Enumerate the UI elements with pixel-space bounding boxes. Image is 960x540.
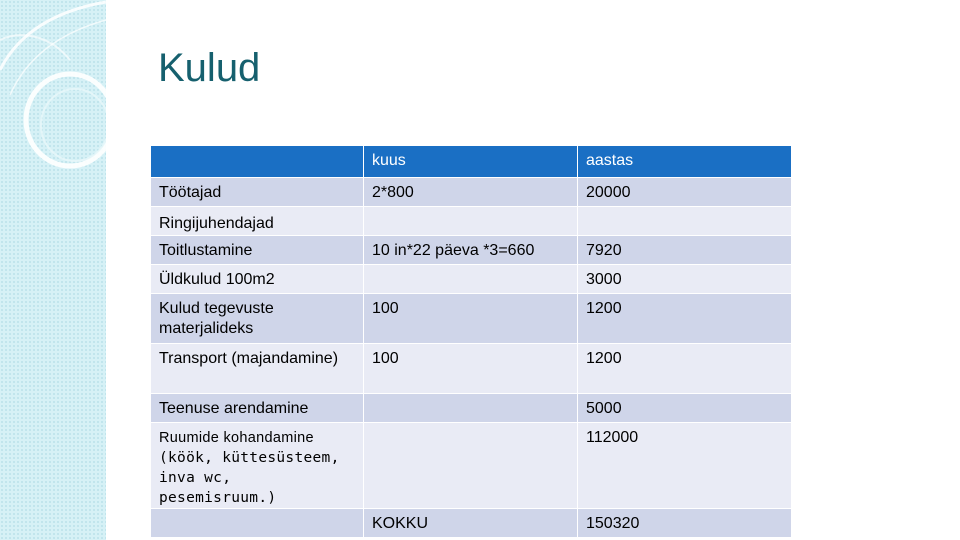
table-row bbox=[151, 236, 792, 265]
table-header-row bbox=[151, 146, 792, 178]
yearly-value: 20000 bbox=[578, 178, 792, 207]
table-row bbox=[151, 394, 792, 423]
monthly-value bbox=[364, 207, 578, 236]
total-value: 150320 bbox=[578, 509, 792, 538]
yearly-value: 5000 bbox=[578, 394, 792, 423]
row-label: Töötajad bbox=[151, 178, 364, 207]
monthly-value: 2*800 bbox=[364, 178, 578, 207]
decorative-side-strip bbox=[0, 0, 106, 540]
row-label: Teenuse arendamine bbox=[151, 394, 364, 423]
row-label: Transport (majandamine) bbox=[151, 344, 364, 394]
yearly-value: 7920 bbox=[578, 236, 792, 265]
total-label: KOKKU bbox=[364, 509, 578, 538]
row-label: Ringijuhendajad bbox=[151, 207, 364, 236]
decorative-swirl-graphic bbox=[0, 0, 106, 540]
monthly-value: 100 bbox=[364, 344, 578, 394]
cost-table bbox=[150, 145, 792, 538]
table-row bbox=[151, 265, 792, 294]
row-label: Kulud tegevuste materjalideks bbox=[151, 294, 364, 344]
header-yearly: aastas bbox=[578, 146, 792, 178]
yearly-value: 3000 bbox=[578, 265, 792, 294]
row-label: Toitlustamine bbox=[151, 236, 364, 265]
yearly-value: 1200 bbox=[578, 344, 792, 394]
monthly-value: 100 bbox=[364, 294, 578, 344]
yearly-value bbox=[578, 207, 792, 236]
yearly-value: 112000 bbox=[578, 423, 792, 509]
monthly-value bbox=[364, 265, 578, 294]
table-row bbox=[151, 423, 792, 509]
monthly-value: 10 in*22 päeva *3=660 bbox=[364, 236, 578, 265]
header-label-column bbox=[151, 146, 364, 178]
table-row bbox=[151, 294, 792, 344]
table-row bbox=[151, 178, 792, 207]
monthly-value bbox=[364, 423, 578, 509]
row-label bbox=[151, 509, 364, 538]
table-total-row bbox=[151, 509, 792, 538]
row-label: Üldkulud 100m2 bbox=[151, 265, 364, 294]
monthly-value bbox=[364, 394, 578, 423]
slide-title: Kulud bbox=[158, 46, 261, 90]
yearly-value: 1200 bbox=[578, 294, 792, 344]
table-row bbox=[151, 344, 792, 394]
header-monthly: kuus bbox=[364, 146, 578, 178]
table-row bbox=[151, 207, 792, 236]
row-label: Ruumide kohandamine (köök, küttesüsteem, inva wc, pesemisruum.) bbox=[151, 423, 364, 509]
